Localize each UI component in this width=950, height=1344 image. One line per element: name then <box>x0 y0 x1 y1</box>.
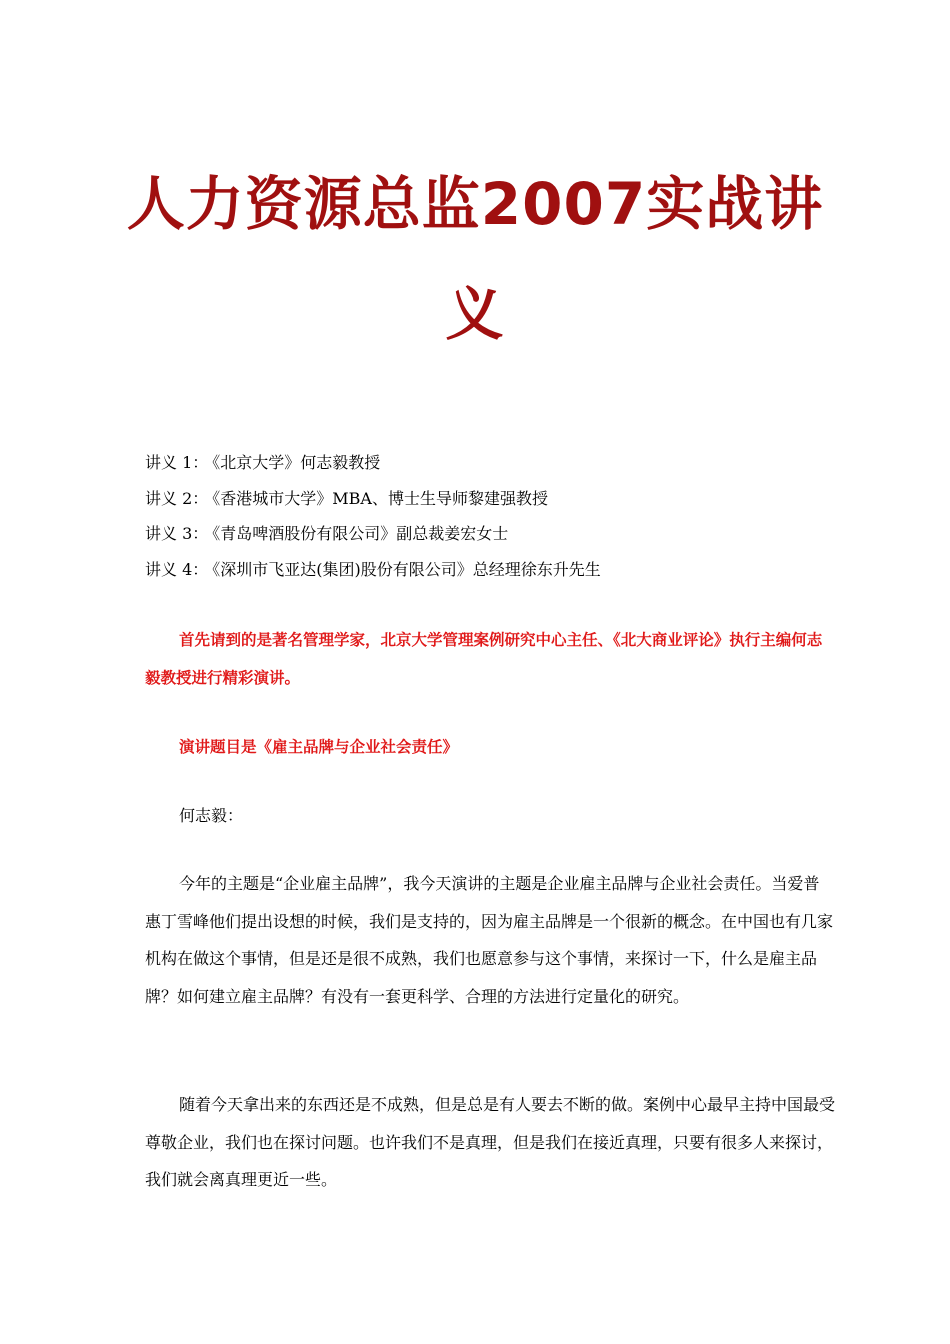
lecture-list <box>145 445 845 587</box>
intro-paragraph: 首先请到的是著名管理学家，北京大学管理案例研究中心主任、《北大商业评论》执行主编何志毅教授进行精彩演讲。 <box>145 631 823 687</box>
speaker-label: 何志毅： <box>179 806 244 825</box>
body-paragraph-2: 随着今天拿出来的东西还是不成熟，但是总是有人要去不断的做。案例中心最早主持中国最受尊敬企业，我们也在探讨问题。也许我们不是真理，但是我们在接近真理，只要有很多人来探讨，我们就会离真理更近一些。 <box>145 1095 836 1189</box>
lecture-prefix: 讲义 3： <box>145 524 209 543</box>
lecture-item-4 <box>145 552 845 588</box>
lecture-text: 《深圳市飞亚达(集团)股份有限公司》总经理徐东升先生 <box>212 559 601 579</box>
document-title-line-2: 义 <box>445 280 505 348</box>
topic-paragraph: 演讲题目是《雇主品牌与企业社会责任》 <box>179 738 459 756</box>
lecture-item-1 <box>145 445 845 481</box>
lecture-item-3 <box>145 516 845 552</box>
lecture-text: 《青岛啤酒股份有限公司》副总裁姜宏女士 <box>212 524 509 543</box>
lecture-text: 《香港城市大学》MBA、博士生导师黎建强教授 <box>212 488 548 508</box>
document-title-line-1: 人力资源总监2007实战讲 <box>126 170 824 238</box>
body-paragraph-1: 今年的主题是“企业雇主品牌”，我今天演讲的主题是企业雇主品牌与企业社会责任。当爱普惠丁雪峰他们提出设想的时候，我们是支持的，因为雇主品牌是一个很新的概念。在中国也有几家机构在做这个事情，但是还是很不成熟，我们也愿意参与这个事情，来探讨一下，什么是雇主品牌？如何建立雇主品牌？有没有一套更科学、合理的方法进行定量化的研究。 <box>145 874 834 1006</box>
lecture-prefix: 讲义 4： <box>145 559 209 579</box>
lecture-prefix: 讲义 2： <box>145 488 209 508</box>
lecture-prefix: 讲义 1： <box>145 453 209 472</box>
lecture-item-2 <box>145 481 845 517</box>
lecture-text: 《北京大学》何志毅教授 <box>212 453 381 472</box>
